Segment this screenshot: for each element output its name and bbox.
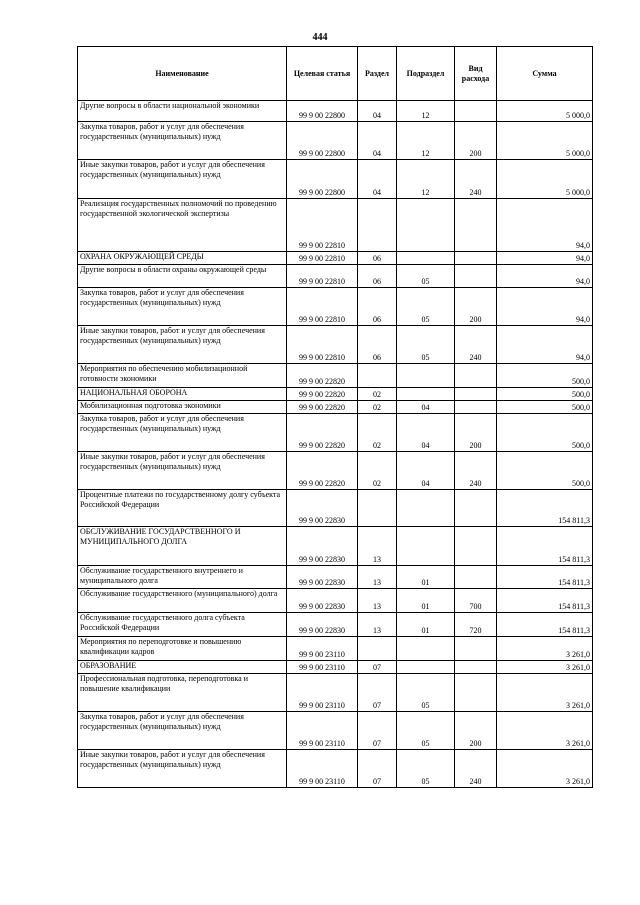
row-name-cell: Процентные платежи по государственному долгу субъекта Российской Федерации — [78, 490, 287, 527]
row-section-cell — [358, 490, 397, 527]
row-section-cell: 07 — [358, 750, 397, 788]
row-subsection-cell — [397, 364, 455, 388]
row-type-cell: 240 — [455, 326, 497, 364]
row-subsection-cell — [397, 199, 455, 252]
row-subsection-cell: 12 — [397, 101, 455, 122]
row-section-cell: 13 — [358, 589, 397, 613]
row-name-cell: Иные закупки товаров, работ и услуг для обеспечения государственных (муниципальных) нужд — [78, 452, 287, 490]
row-type-cell: 720 — [455, 613, 497, 637]
row-section-cell — [358, 199, 397, 252]
row-code-cell: 99 9 00 22810 — [287, 288, 358, 326]
row-name-cell: ОХРАНА ОКРУЖАЮЩЕЙ СРЕДЫ — [78, 252, 287, 265]
row-section-cell: 02 — [358, 452, 397, 490]
row-subsection-cell: 01 — [397, 613, 455, 637]
row-type-cell: 200 — [455, 288, 497, 326]
row-code-cell: 99 9 00 22830 — [287, 566, 358, 589]
row-sum-cell: 500,0 — [497, 401, 593, 414]
table-row — [78, 288, 593, 326]
table-row — [78, 326, 593, 364]
header-section: Раздел — [358, 47, 397, 101]
row-section-cell: 02 — [358, 414, 397, 452]
table-row — [78, 661, 593, 674]
table-row — [78, 388, 593, 401]
row-code-cell: 99 9 00 22810 — [287, 326, 358, 364]
table-row — [78, 414, 593, 452]
row-type-cell — [455, 527, 497, 566]
row-name-cell: ОБСЛУЖИВАНИЕ ГОСУДАРСТВЕННОГО И МУНИЦИПАЛЬНОГО ДОЛГА — [78, 527, 287, 566]
table-row — [78, 401, 593, 414]
row-sum-cell: 94,0 — [497, 199, 593, 252]
row-name-cell: Закупка товаров, работ и услуг для обеспечения государственных (муниципальных) нужд — [78, 414, 287, 452]
table-header-row — [78, 47, 593, 101]
row-name-cell: Обслуживание государственного (муниципального) долга — [78, 589, 287, 613]
row-code-cell: 99 9 00 22830 — [287, 589, 358, 613]
row-section-cell: 02 — [358, 388, 397, 401]
row-sum-cell: 500,0 — [497, 452, 593, 490]
row-section-cell — [358, 364, 397, 388]
row-name-cell: Закупка товаров, работ и услуг для обеспечения государственных (муниципальных) нужд — [78, 288, 287, 326]
row-sum-cell: 3 261,0 — [497, 637, 593, 661]
row-subsection-cell: 01 — [397, 566, 455, 589]
row-type-cell: 240 — [455, 452, 497, 490]
row-code-cell: 99 9 00 22800 — [287, 101, 358, 122]
row-code-cell: 99 9 00 22830 — [287, 613, 358, 637]
row-type-cell — [455, 199, 497, 252]
row-subsection-cell — [397, 661, 455, 674]
row-section-cell: 07 — [358, 712, 397, 750]
row-sum-cell: 94,0 — [497, 288, 593, 326]
row-sum-cell: 500,0 — [497, 414, 593, 452]
row-code-cell: 99 9 00 23110 — [287, 712, 358, 750]
row-sum-cell: 154 811,3 — [497, 589, 593, 613]
table-row — [78, 122, 593, 160]
table-row — [78, 637, 593, 661]
row-name-cell: Обслуживание государственного долга субъекта Российской Федерации — [78, 613, 287, 637]
table-row — [78, 252, 593, 265]
row-sum-cell: 3 261,0 — [497, 712, 593, 750]
row-type-cell: 240 — [455, 160, 497, 199]
header-subsection: Подраздел — [397, 47, 455, 101]
row-section-cell: 07 — [358, 661, 397, 674]
table-row — [78, 490, 593, 527]
row-section-cell: 07 — [358, 674, 397, 712]
row-sum-cell: 3 261,0 — [497, 674, 593, 712]
row-type-cell — [455, 252, 497, 265]
row-section-cell: 04 — [358, 160, 397, 199]
table-row — [78, 674, 593, 712]
row-subsection-cell — [397, 252, 455, 265]
row-type-cell: 240 — [455, 750, 497, 788]
row-type-cell — [455, 265, 497, 288]
table-row — [78, 265, 593, 288]
table-row — [78, 527, 593, 566]
row-name-cell: Мобилизационная подготовка экономики — [78, 401, 287, 414]
row-subsection-cell: 12 — [397, 122, 455, 160]
row-type-cell: 200 — [455, 122, 497, 160]
row-sum-cell: 5 000,0 — [497, 101, 593, 122]
row-code-cell: 99 9 00 23110 — [287, 674, 358, 712]
table-row — [78, 199, 593, 252]
row-sum-cell: 94,0 — [497, 252, 593, 265]
header-type: Вид расхода — [455, 47, 497, 101]
row-name-cell: НАЦИОНАЛЬНАЯ ОБОРОНА — [78, 388, 287, 401]
row-name-cell: Обслуживание государственного внутреннего и муниципального долга — [78, 566, 287, 589]
row-subsection-cell: 05 — [397, 288, 455, 326]
row-subsection-cell — [397, 490, 455, 527]
row-section-cell: 04 — [358, 122, 397, 160]
row-section-cell: 13 — [358, 566, 397, 589]
row-sum-cell: 3 261,0 — [497, 750, 593, 788]
row-subsection-cell: 05 — [397, 265, 455, 288]
row-name-cell: Другие вопросы в области национальной экономики — [78, 101, 287, 122]
row-type-cell — [455, 674, 497, 712]
row-section-cell — [358, 637, 397, 661]
row-code-cell: 99 9 00 22820 — [287, 401, 358, 414]
row-sum-cell: 94,0 — [497, 326, 593, 364]
row-subsection-cell: 04 — [397, 414, 455, 452]
row-code-cell: 99 9 00 22820 — [287, 364, 358, 388]
row-type-cell — [455, 388, 497, 401]
row-type-cell — [455, 101, 497, 122]
row-type-cell: 200 — [455, 712, 497, 750]
row-subsection-cell: 01 — [397, 589, 455, 613]
table-row — [78, 364, 593, 388]
row-type-cell: 200 — [455, 414, 497, 452]
row-code-cell: 99 9 00 22820 — [287, 414, 358, 452]
row-code-cell: 99 9 00 23110 — [287, 750, 358, 788]
row-name-cell: Мероприятия по обеспечению мобилизационной готовности экономики — [78, 364, 287, 388]
row-section-cell: 06 — [358, 288, 397, 326]
table-row — [78, 613, 593, 637]
row-name-cell: Иные закупки товаров, работ и услуг для обеспечения государственных (муниципальных) нужд — [78, 160, 287, 199]
row-sum-cell: 500,0 — [497, 388, 593, 401]
row-code-cell: 99 9 00 22820 — [287, 452, 358, 490]
row-type-cell: 700 — [455, 589, 497, 613]
row-type-cell — [455, 566, 497, 589]
table-row — [78, 589, 593, 613]
row-code-cell: 99 9 00 22800 — [287, 160, 358, 199]
row-type-cell — [455, 637, 497, 661]
row-code-cell: 99 9 00 22820 — [287, 388, 358, 401]
header-sum: Сумма — [497, 47, 593, 101]
row-subsection-cell — [397, 637, 455, 661]
row-code-cell: 99 9 00 22810 — [287, 199, 358, 252]
table-row — [78, 750, 593, 788]
row-subsection-cell — [397, 527, 455, 566]
row-name-cell: Иные закупки товаров, работ и услуг для обеспечения государственных (муниципальных) нужд — [78, 750, 287, 788]
row-subsection-cell: 05 — [397, 712, 455, 750]
row-subsection-cell — [397, 388, 455, 401]
table-row — [78, 452, 593, 490]
row-sum-cell: 154 811,3 — [497, 566, 593, 589]
row-subsection-cell: 05 — [397, 674, 455, 712]
row-subsection-cell: 04 — [397, 401, 455, 414]
row-name-cell: Мероприятия по переподготовке и повышению квалификации кадров — [78, 637, 287, 661]
row-sum-cell: 154 811,3 — [497, 490, 593, 527]
row-type-cell — [455, 401, 497, 414]
row-name-cell: Другие вопросы в области охраны окружающей среды — [78, 265, 287, 288]
row-name-cell: Реализация государственных полномочий по проведению государственной экологической экспертизы — [78, 199, 287, 252]
row-subsection-cell: 04 — [397, 452, 455, 490]
row-code-cell: 99 9 00 22810 — [287, 265, 358, 288]
row-name-cell: Иные закупки товаров, работ и услуг для обеспечения государственных (муниципальных) нужд — [78, 326, 287, 364]
row-code-cell: 99 9 00 23110 — [287, 661, 358, 674]
row-sum-cell: 500,0 — [497, 364, 593, 388]
row-subsection-cell: 12 — [397, 160, 455, 199]
row-code-cell: 99 9 00 23110 — [287, 637, 358, 661]
row-type-cell — [455, 490, 497, 527]
row-section-cell: 13 — [358, 527, 397, 566]
row-sum-cell: 154 811,3 — [497, 613, 593, 637]
row-section-cell: 06 — [358, 252, 397, 265]
row-name-cell: Профессиональная подготовка, переподготовка и повышение квалификации — [78, 674, 287, 712]
row-code-cell: 99 9 00 22810 — [287, 252, 358, 265]
row-type-cell — [455, 661, 497, 674]
row-sum-cell: 5 000,0 — [497, 160, 593, 199]
row-section-cell: 06 — [358, 265, 397, 288]
row-code-cell: 99 9 00 22830 — [287, 527, 358, 566]
row-name-cell: ОБРАЗОВАНИЕ — [78, 661, 287, 674]
row-type-cell — [455, 364, 497, 388]
row-subsection-cell: 05 — [397, 750, 455, 788]
row-name-cell: Закупка товаров, работ и услуг для обеспечения государственных (муниципальных) нужд — [78, 712, 287, 750]
row-sum-cell: 154 811,3 — [497, 527, 593, 566]
row-section-cell: 13 — [358, 613, 397, 637]
table-row — [78, 566, 593, 589]
row-sum-cell: 94,0 — [497, 265, 593, 288]
header-code: Целевая статья — [287, 47, 358, 101]
table-row — [78, 160, 593, 199]
row-sum-cell: 5 000,0 — [497, 122, 593, 160]
budget-table — [77, 46, 593, 788]
row-section-cell: 04 — [358, 101, 397, 122]
table-row — [78, 101, 593, 122]
page-number: 444 — [312, 32, 328, 43]
row-section-cell: 02 — [358, 401, 397, 414]
row-code-cell: 99 9 00 22830 — [287, 490, 358, 527]
row-subsection-cell: 05 — [397, 326, 455, 364]
row-sum-cell: 3 261,0 — [497, 661, 593, 674]
row-code-cell: 99 9 00 22800 — [287, 122, 358, 160]
header-name: Наименование — [78, 47, 287, 101]
row-section-cell: 06 — [358, 326, 397, 364]
table-row — [78, 712, 593, 750]
row-name-cell: Закупка товаров, работ и услуг для обеспечения государственных (муниципальных) нужд — [78, 122, 287, 160]
